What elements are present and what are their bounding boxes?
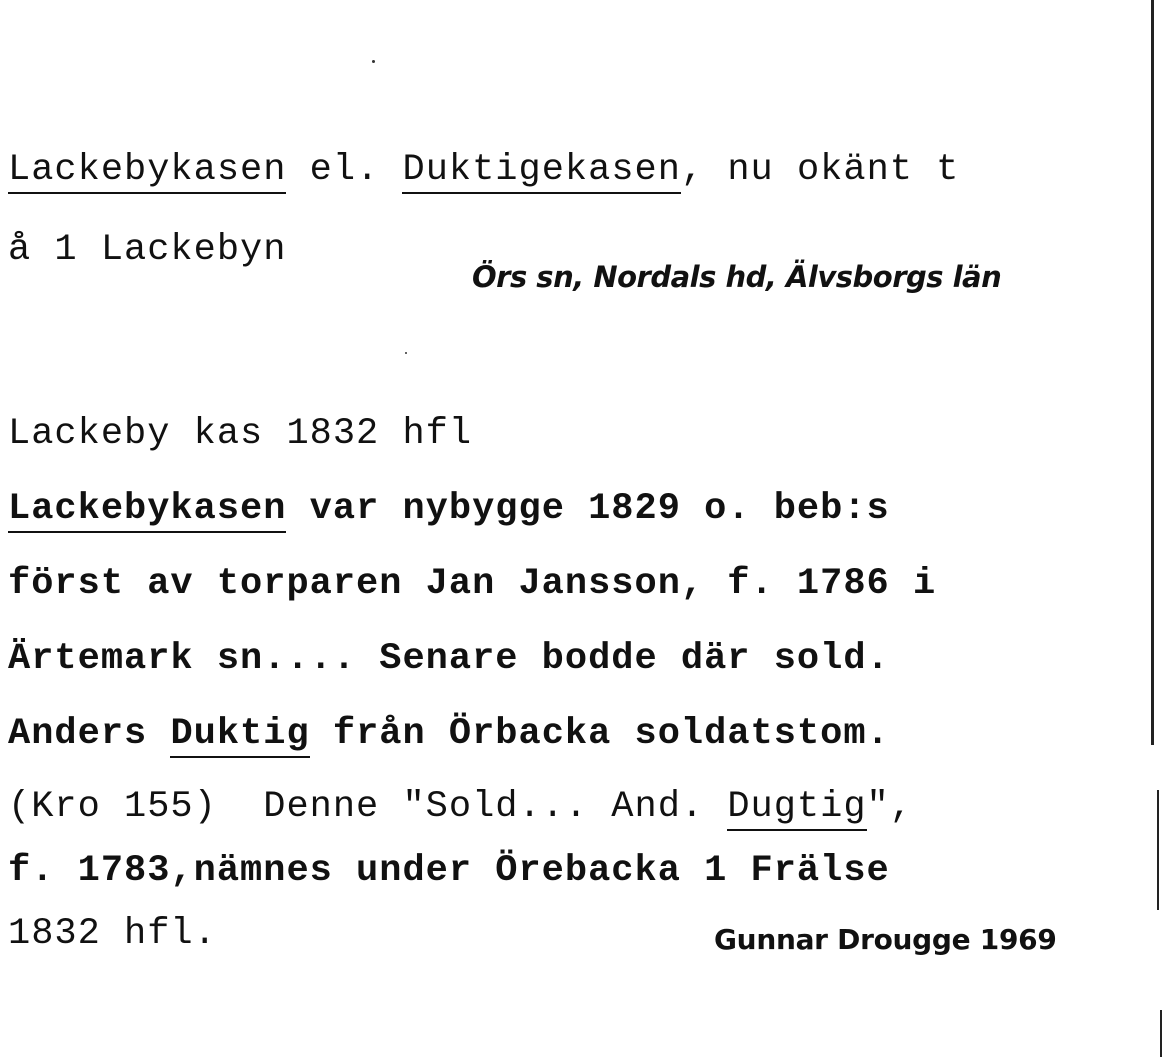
body-line-2	[8, 487, 890, 531]
heading-separator: el.	[286, 149, 403, 191]
body-line-5-b: från Örbacka soldatstom.	[309, 713, 890, 755]
body-line-6-a: (Kro 155) Denne "Sold... And.	[8, 786, 728, 828]
card-edge-line	[1151, 0, 1154, 745]
body-line-5	[8, 712, 890, 756]
body-line-5-a: Anders	[8, 713, 171, 755]
card-edge-line-bottom	[1160, 1010, 1162, 1057]
body-line-6-b: ",	[866, 786, 913, 828]
card-edge-line-lower	[1157, 790, 1159, 910]
body-surname-dugtig: Dugtig	[727, 786, 866, 831]
heading-rest: , nu okänt t	[680, 149, 960, 191]
place-name-duktigekasen: Duktigekasen	[402, 149, 680, 194]
scan-speck	[372, 60, 375, 63]
heading-line-2: å 1 Lackebyn	[8, 229, 287, 271]
body-line-2-rest: var nybygge 1829 o. beb:s	[286, 488, 890, 530]
scan-speck	[405, 352, 407, 354]
parish-location: Örs sn, Nordals hd, Älvsborgs län	[472, 260, 1002, 294]
body-line-6	[8, 785, 913, 829]
body-line-1: Lackeby kas 1832 hfl	[8, 413, 473, 455]
heading-line	[8, 148, 959, 192]
body-line-8: 1832 hfl.	[8, 913, 217, 955]
body-line-3: först av torparen Jan Jansson, f. 1786 i	[8, 563, 937, 605]
place-name-lackebykasen: Lackebykasen	[8, 149, 286, 194]
body-place-name-lackebykasen: Lackebykasen	[8, 488, 286, 533]
body-surname-duktig: Duktig	[170, 713, 309, 758]
body-line-4: Ärtemark sn.... Senare bodde där sold.	[8, 638, 890, 680]
author-signature: Gunnar Drougge 1969	[714, 923, 1057, 956]
body-line-7: f. 1783,nämnes under Örebacka 1 Frälse	[8, 850, 890, 892]
